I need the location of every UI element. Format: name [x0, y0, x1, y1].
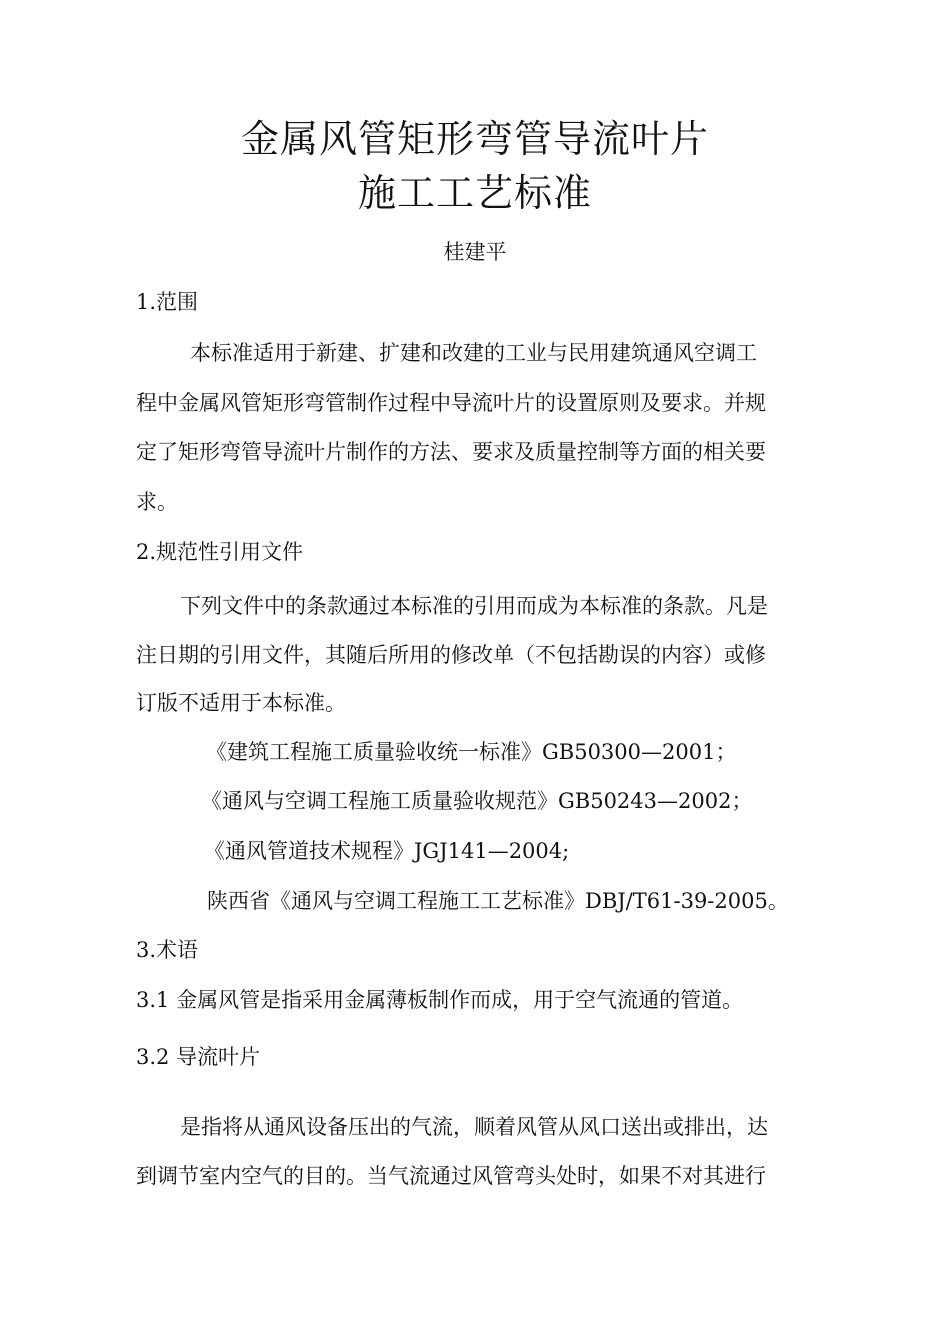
- section-2-line-2: 注日期的引用文件，其随后所用的修改单（不包括勘误的内容）或修: [136, 643, 766, 667]
- reference-4: 陕西省《通风与空调工程施工工艺标准》DBJ/T61-39-2005。: [207, 889, 789, 913]
- reference-3: 《通风管道技术规程》JGJ141—2004;: [204, 839, 570, 863]
- term-3-1: 3.1 金属风管是指采用金属薄板制作而成，用于空气流通的管道。: [136, 988, 744, 1012]
- section-1-line-1: 本标准适用于新建、扩建和改建的工业与民用建筑通风空调工: [190, 341, 757, 365]
- section-2-line-3: 订版不适用于本标准。: [136, 691, 346, 715]
- term-3-2-heading: 3.2 导流叶片: [136, 1045, 261, 1069]
- section-1-line-3: 定了矩形弯管导流叶片制作的方法、要求及质量控制等方面的相关要: [136, 440, 766, 464]
- section-2-line-1: 下列文件中的条款通过本标准的引用而成为本标准的条款。凡是: [180, 594, 768, 618]
- section-1-heading: 1.范围: [136, 290, 199, 314]
- reference-2: 《通风与空调工程施工质量验收规范》GB50243—2002；: [201, 789, 753, 813]
- section-3-line-2: 到调节室内空气的目的。当气流通过风管弯头处时，如果不对其进行: [136, 1164, 766, 1188]
- section-3-line-1: 是指将从通风设备压出的气流，顺着风管从风口送出或排出，达: [180, 1115, 768, 1139]
- reference-1: 《建筑工程施工质量验收统一标准》GB50300—2001；: [206, 740, 737, 764]
- document-title-line-1: 金属风管矩形弯管导流叶片: [240, 117, 709, 161]
- author-name: 桂建平: [443, 240, 507, 264]
- section-2-heading: 2.规范性引用文件: [136, 540, 304, 564]
- section-1-line-2: 程中金属风管矩形弯管制作过程中导流叶片的设置原则及要求。并规: [136, 391, 766, 415]
- section-3-heading: 3.术语: [136, 938, 199, 962]
- section-1-line-4: 求。: [136, 490, 178, 514]
- document-title-line-2: 施工工艺标准: [357, 171, 592, 215]
